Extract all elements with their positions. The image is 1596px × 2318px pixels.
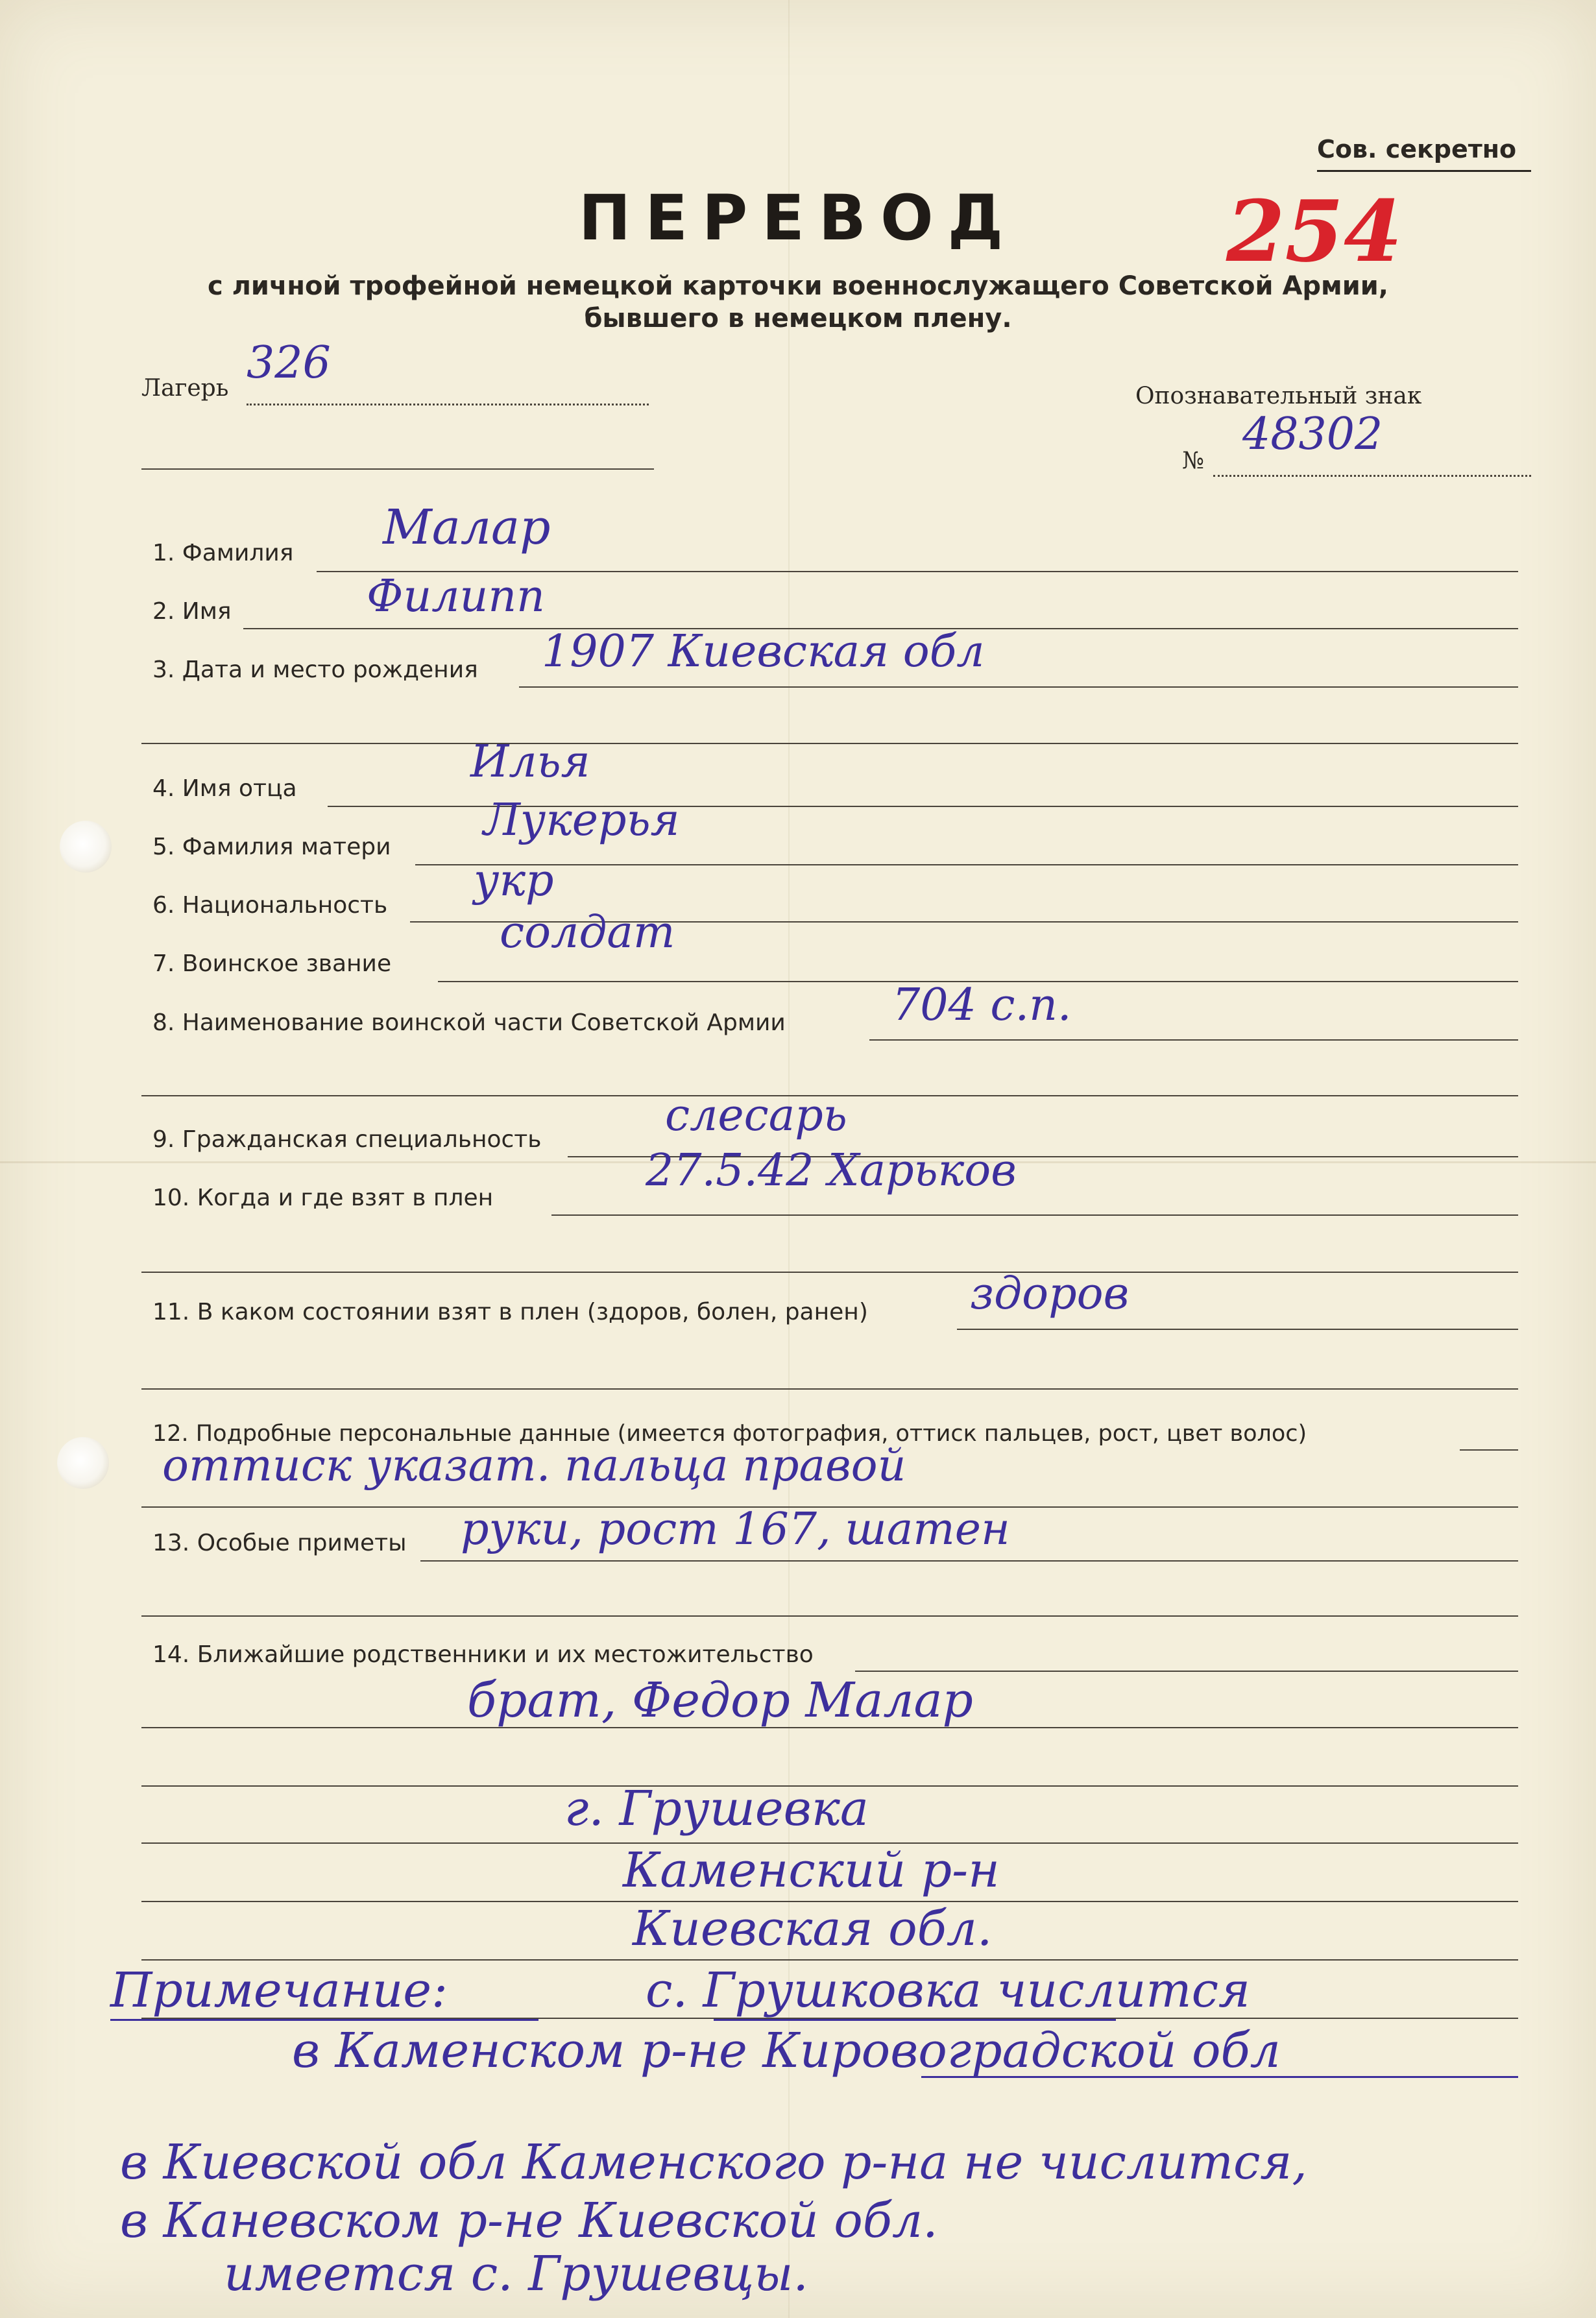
field-14-label: 14. Ближайшие родственники и их местожительство	[152, 1641, 814, 1668]
camp-value: 326	[247, 337, 331, 389]
note-region-underline	[921, 2076, 1518, 2078]
note-village-underline	[714, 2019, 1116, 2021]
field-8-label: 8. Наименование воинской части Советской Армии	[152, 1009, 786, 1036]
note-line-4: в Каневском р-не Киевской обл.	[120, 2193, 938, 2249]
subtitle-line-2: бывшего в немецком плену.	[584, 304, 1012, 333]
id-tag-value: 48302	[1242, 409, 1383, 460]
field-5-label: 5. Фамилия матери	[152, 834, 391, 860]
id-tag-line	[1213, 475, 1531, 477]
punch-hole-bottom	[57, 1437, 109, 1489]
field-11-extra-line	[141, 1388, 1518, 1390]
camp-extra-line	[141, 468, 654, 470]
field-3-line	[519, 686, 1518, 688]
field-6-value: укр	[474, 855, 554, 906]
field-11-value: здоров	[970, 1268, 1130, 1320]
field-7-label: 7. Воинское звание	[152, 950, 392, 977]
field-9-label: 9. Гражданская специальность	[152, 1126, 542, 1153]
field-3-value: 1907 Киевская обл	[542, 626, 985, 677]
note-line-2: в Каменском р-не Кировоградской обл	[292, 2023, 1281, 2079]
field-14-line	[855, 1671, 1518, 1672]
field-8-value: 704 с.п.	[892, 980, 1072, 1031]
note-label-underline	[110, 2019, 538, 2021]
field-13-value: руки, рост 167, шатен	[461, 1504, 1010, 1555]
field-10-label: 10. Когда и где взят в плен	[152, 1185, 494, 1211]
field-11-label: 11. В каком состоянии взят в плен (здоров, болен, ранен)	[152, 1299, 868, 1325]
field-13-label: 13. Особые приметы	[152, 1530, 407, 1556]
note-line-1: с. Грушковка числится	[646, 1962, 1251, 2018]
field-1-value: Малар	[383, 500, 551, 555]
camp-line	[247, 404, 649, 405]
camp-label: Лагерь	[141, 375, 229, 402]
note-line-3: в Киевской обл Каменского р-на не числится,	[120, 2134, 1307, 2190]
relatives-value-3: Каменский р-н	[623, 1842, 1000, 1898]
field-3-label: 3. Дата и место рождения	[152, 657, 478, 683]
red-handwritten-number: 254	[1226, 182, 1403, 281]
document-title: ПЕРЕВОД	[578, 182, 1018, 254]
field-2-label: 2. Имя	[152, 598, 232, 625]
classification-label: Сов. секретно	[1317, 135, 1517, 163]
note-line-5: имеется с. Грушевцы.	[224, 2246, 808, 2302]
field-5-line	[415, 864, 1518, 865]
field-12-line	[1460, 1449, 1518, 1451]
field-12-label: 12. Подробные персональные данные (имеется фотография, оттиск пальцев, рост, цвет волос)	[152, 1421, 1307, 1447]
relatives-value-1: брат, Федор Малар	[467, 1672, 973, 1728]
field-10-value: 27.5.42 Харьков	[646, 1145, 1017, 1196]
field-4-value: Илья	[470, 736, 590, 788]
field-13-extra-line	[141, 1615, 1518, 1617]
field-1-label: 1. Фамилия	[152, 540, 294, 566]
field-3-extra-line	[141, 743, 1518, 744]
field-6-label: 6. Национальность	[152, 892, 388, 919]
classification-underline	[1317, 170, 1531, 172]
field-11-line	[957, 1329, 1518, 1330]
field-10-extra-line	[141, 1272, 1518, 1273]
id-tag-label: Опознавательный знак	[1135, 383, 1422, 409]
relatives-value-4: Киевская обл.	[633, 1901, 993, 1957]
field-8-line	[869, 1039, 1518, 1041]
field-2-value: Филипп	[367, 571, 545, 622]
relatives-line-5	[141, 1959, 1518, 1961]
field-12-value: оттиск указат. пальца правой	[162, 1440, 906, 1491]
field-7-value: солдат	[500, 907, 675, 958]
id-number-sign: №	[1182, 448, 1205, 474]
field-5-value: Лукерья	[483, 795, 680, 846]
field-4-label: 4. Имя отца	[152, 775, 297, 802]
relatives-value-2: г. Грушевка	[564, 1781, 869, 1837]
field-9-value: слесарь	[665, 1090, 847, 1141]
field-10-line	[551, 1214, 1518, 1216]
punch-hole-top	[60, 821, 112, 873]
field-13-line	[420, 1560, 1518, 1562]
subtitle-line-1: с личной трофейной немецкой карточки военнослужащего Советской Армии,	[207, 271, 1389, 301]
note-label: Примечание:	[110, 1962, 448, 2018]
